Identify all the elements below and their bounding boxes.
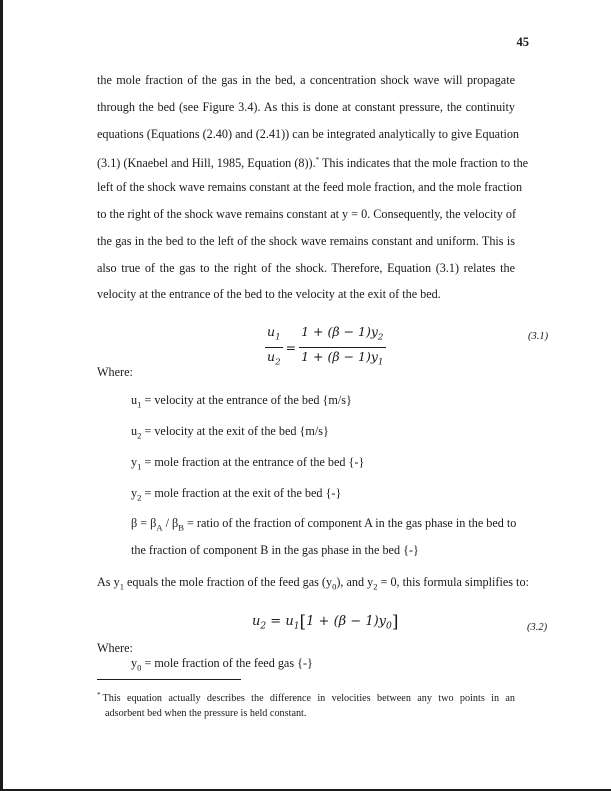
body-line-text: (3.1) (Knaebel and Hill, 1985, Equation (8)). [97,156,316,171]
definition-y1: $y_1$ = mole fraction at the entrance of the bed {-} [131,455,365,472]
rhs-denominator: 1 + (β − 1)y [301,348,378,364]
definition-beta-continuation: the fraction of component B in the gas phase in the bed {-} [131,543,419,557]
footnote-reference: * [315,156,320,165]
footnote-line: adsorbent bed when the pressure is held constant. [105,708,307,719]
lhs-denominator: u [267,348,276,364]
lhs-fraction: $\frac{u_1}{u_2}$ [267,324,281,367]
open-bracket: [ [299,612,307,632]
equation-3-1 [265,323,386,371]
close-bracket: ] [391,612,399,632]
body-line: the mole fraction of the gas in the bed, a concentration shock wave will propagate [97,73,515,87]
body-line: the gas in the bed to the left of the shock wave remains constant and uniform. This is [97,233,515,248]
equals-sign: = [285,339,297,355]
body-line: velocity at the entrance of the bed to the velocity at the exit of the bed. [97,287,441,302]
definition-u1: $u_1$ = velocity at the entrance of the bed {m/s} [131,393,352,410]
equation-3-2: $u_2 = u_1[1 + (\beta - 1)y_0]$ [252,612,399,632]
lhs-numerator: u [267,324,276,339]
body-line: through the bed (see Figure 3.4). As this is done at constant pressure, the continuity [97,99,515,114]
body-line: equations (Equations (2.40) and (2.41)) can be integrated analytically to give Equation [97,126,520,141]
equation-label: (3.2) [527,622,548,633]
footnote-divider [97,679,241,680]
page-number: 45 [516,35,529,49]
simplification-paragraph: As $y_1$ equals the mole fraction of the feed gas $(y_0)$, and $y_2 = 0$, this formula simplifies to: [97,575,529,592]
definition-y0: $y_0$ = mole fraction of the feed gas {-} [131,656,313,673]
rhs-fraction: $\frac{1 + (\beta - 1)y_2}{1 + (\beta - 1)y_1}$ [301,324,384,367]
definition-y2: $y_2$ = mole fraction at the exit of the bed {-} [131,486,342,503]
body-paragraph [97,67,529,308]
equation-label: (3.1) [528,331,549,342]
body-line: also true of the gas to the right of the shock. Therefore, Equation (3.1) relates the [97,260,515,275]
where-label: Where: [97,641,133,655]
definition-u2: $u_2$ = velocity at the exit of the bed {m/s} [131,424,329,441]
definition-beta: $\beta = \beta_A / \beta_B$ = ratio of the fraction of component A in the gas phase in the bed to [131,516,517,533]
body-line-with-footnote [97,147,529,174]
body-line: to the right of the shock wave remains constant at y = 0. Consequently, the velocity of [97,206,517,221]
where-label: Where: [97,365,133,379]
body-line-continuation: This indicates that the mole fraction to the [319,156,529,171]
footnote-line: This equation actually describes the difference in velocities between any two points in an [102,693,515,704]
footnote [97,688,515,721]
rhs-numerator: 1 + (β − 1)y [301,324,378,339]
footnote-mark: * [97,691,101,699]
body-line: left of the shock wave remains constant at the feed mole fraction, and the mole fraction [97,180,523,195]
